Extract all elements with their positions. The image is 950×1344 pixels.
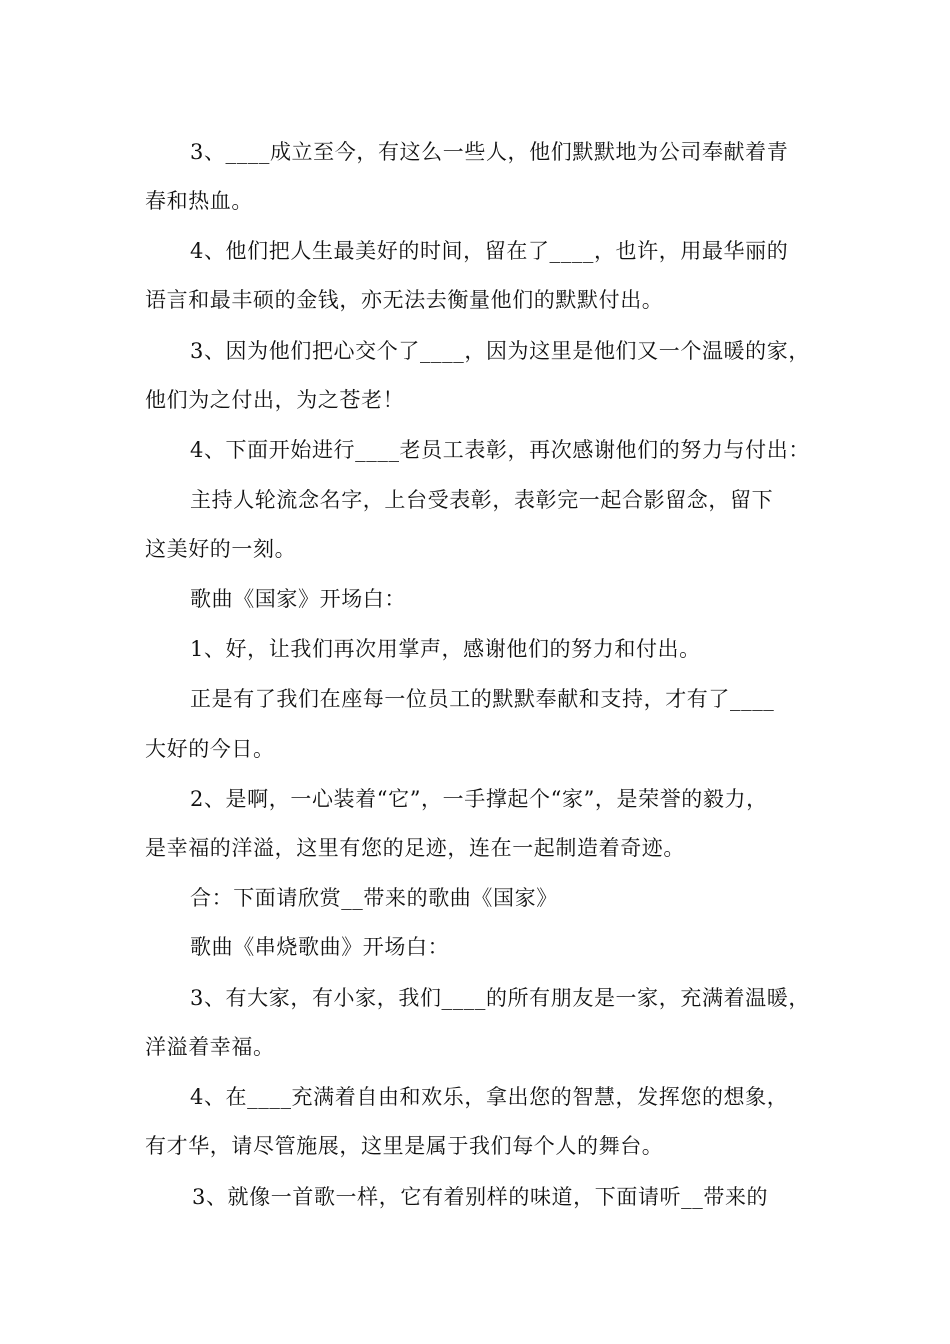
paragraph-line: 语言和最丰硕的金钱，亦无法去衡量他们的默默付出。 [145, 288, 664, 312]
paragraph-line: 是幸福的洋溢，这里有您的足迹，连在一起制造着奇迹。 [145, 836, 685, 860]
paragraph-line: 大好的今日。 [145, 737, 275, 761]
paragraph-line: 3、有大家，有小家，我们____的所有朋友是一家，充满着温暖， [190, 986, 810, 1010]
paragraph-line: 4、他们把人生最美好的时间，留在了____，也许，用最华丽的 [190, 239, 789, 263]
paragraph-line: 3、就像一首歌一样，它有着别样的味道，下面请听__带来的 [192, 1185, 769, 1209]
paragraph-line: 4、在____充满着自由和欢乐，拿出您的智慧，发挥您的想象， [190, 1085, 789, 1109]
paragraph-line: 3、____成立至今，有这么一些人，他们默默地为公司奉献着青 [190, 140, 789, 164]
paragraph-line: 合：下面请欣赏__带来的歌曲《国家》 [190, 886, 558, 910]
paragraph-line: 洋溢着幸福。 [145, 1035, 275, 1059]
paragraph-line: 这美好的一刻。 [145, 537, 297, 561]
paragraph-line: 他们为之付出，为之苍老！ [145, 388, 405, 412]
paragraph-line: 3、因为他们把心交个了____，因为这里是他们又一个温暖的家， [190, 339, 810, 363]
paragraph-line: 1、好，让我们再次用掌声，感谢他们的努力和付出。 [190, 637, 701, 661]
paragraph-line: 正是有了我们在座每一位员工的默默奉献和支持，才有了____ [190, 687, 775, 711]
paragraph-line: 春和热血。 [145, 189, 253, 213]
paragraph-line: 2、是啊，一心装着“它”，一手撑起个“家”，是荣誉的毅力， [190, 787, 768, 811]
paragraph-line: 有才华，请尽管施展，这里是属于我们每个人的舞台。 [145, 1134, 664, 1158]
paragraph-line: 4、下面开始进行____老员工表彰，再次感谢他们的努力与付出： [190, 438, 810, 462]
section-heading: 歌曲《串烧歌曲》开场白： [190, 935, 450, 959]
section-heading: 歌曲《国家》开场白： [190, 587, 406, 611]
paragraph-line: 主持人轮流念名字，上台受表彰，表彰完一起合影留念，留下 [190, 488, 774, 512]
